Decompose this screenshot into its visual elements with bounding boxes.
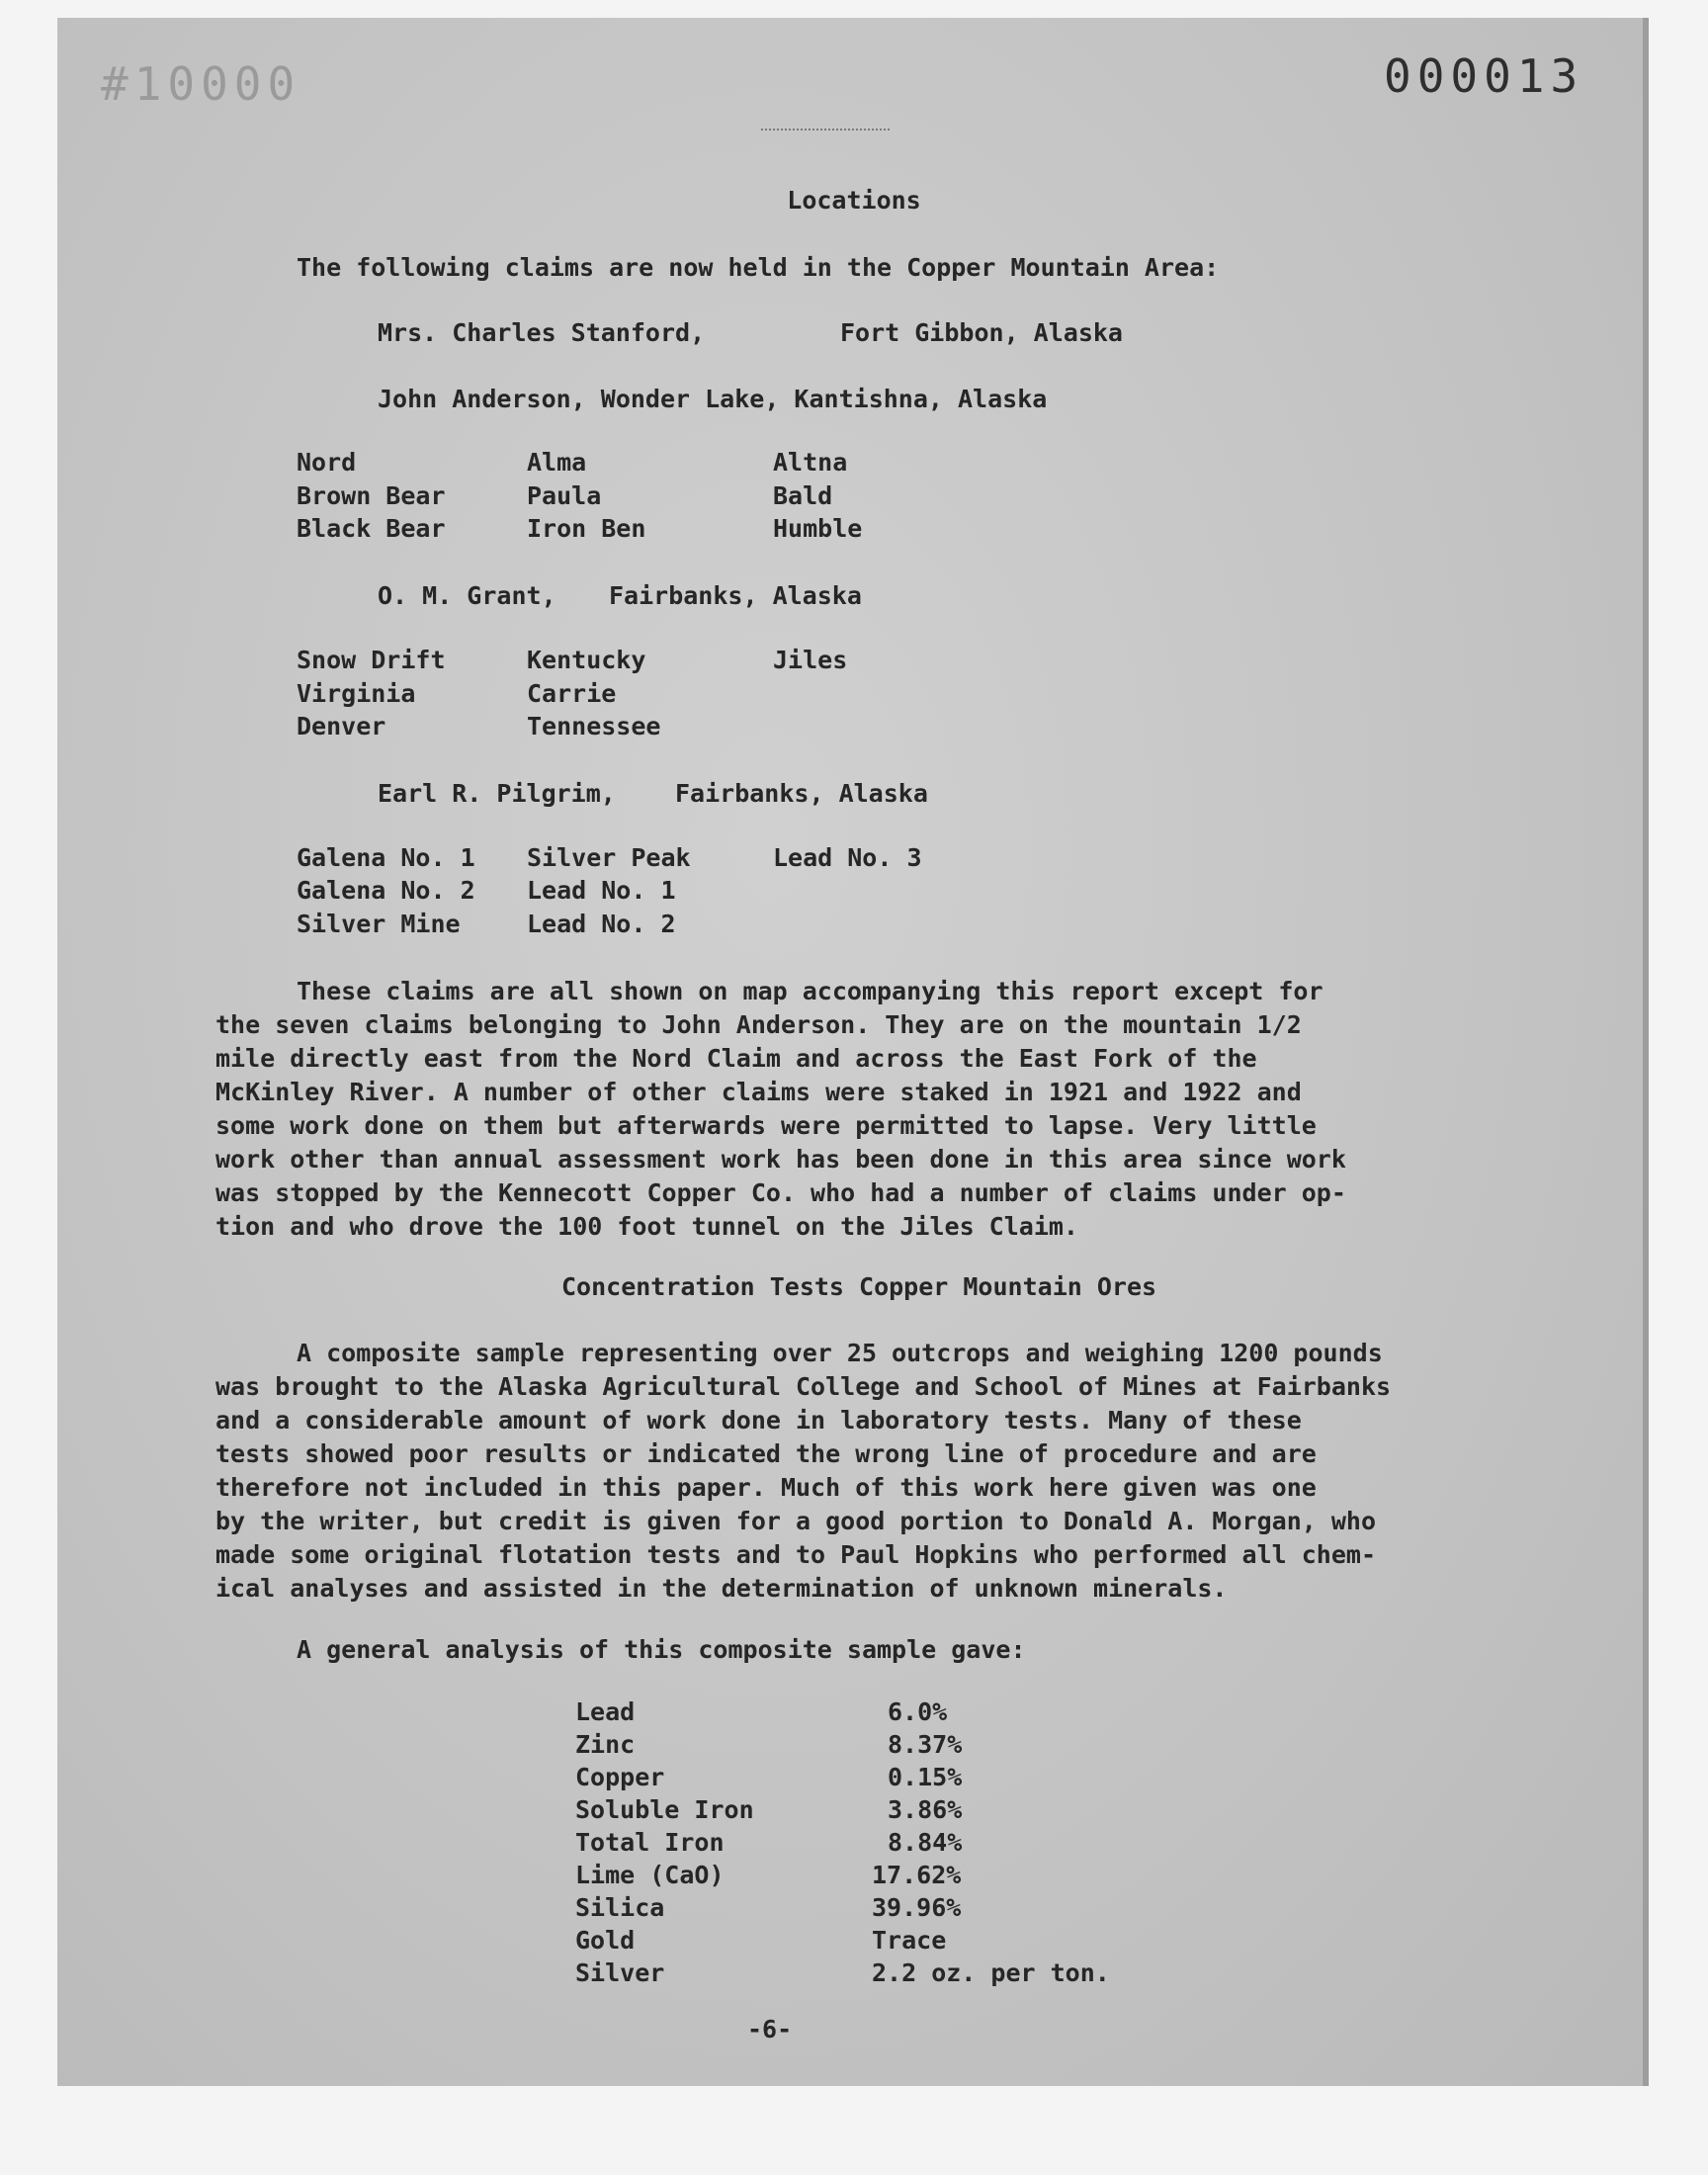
claim-cell: Black Bear bbox=[297, 514, 446, 543]
claim-cell: Silver Peak bbox=[527, 843, 691, 872]
claim-cell: Kentucky bbox=[527, 646, 646, 674]
claim-cell: Alma bbox=[527, 448, 587, 477]
claim-cell: Humble bbox=[773, 514, 863, 543]
claim-cell: Altna bbox=[773, 448, 848, 477]
claim-cell: Nord bbox=[297, 448, 357, 477]
paragraph-line: was stopped by the Kennecott Copper Co. who had a number of claims under op- bbox=[215, 1178, 1346, 1207]
claim-cell: Silver Mine bbox=[297, 910, 461, 938]
paragraph-line: A composite sample representing over 25 outcrops and weighing 1200 pounds bbox=[297, 1339, 1383, 1367]
analysis-item: Lime (CaO) bbox=[575, 1861, 725, 1889]
claim-cell: Iron Ben bbox=[527, 514, 646, 543]
analysis-item: Soluble Iron bbox=[575, 1795, 754, 1824]
analysis-intro: A general analysis of this composite sample gave: bbox=[297, 1635, 1026, 1664]
paragraph-line: work other than annual assessment work has been done in this area since work bbox=[215, 1145, 1346, 1174]
paragraph-line: the seven claims belonging to John Anderson. They are on the mountain 1/2 bbox=[215, 1010, 1302, 1039]
paragraph-line: some work done on them but afterwards were permitted to lapse. Very little bbox=[215, 1111, 1317, 1140]
analysis-value: 6.0% bbox=[888, 1697, 948, 1726]
heading-locations: Locations bbox=[787, 186, 921, 215]
analysis-value: 8.84% bbox=[888, 1828, 963, 1857]
claim-cell: Lead No. 3 bbox=[773, 843, 922, 872]
holder-location: Fairbanks, Alaska bbox=[609, 581, 862, 610]
analysis-value: 39.96% bbox=[872, 1893, 962, 1922]
claim-cell: Bald bbox=[773, 481, 833, 510]
analysis-value: 2.2 oz. per ton. bbox=[872, 1958, 1110, 1987]
paragraph-line: by the writer, but credit is given for a good portion to Donald A. Morgan, who bbox=[215, 1507, 1376, 1535]
paragraph-line: mile directly east from the Nord Claim and across the East Fork of the bbox=[215, 1044, 1257, 1073]
claim-cell: Snow Drift bbox=[297, 646, 446, 674]
claim-cell: Denver bbox=[297, 712, 386, 740]
analysis-value: Trace bbox=[872, 1926, 947, 1955]
paragraph-line: made some original flotation tests and to Paul Hopkins who performed all chem- bbox=[215, 1540, 1376, 1569]
claim-cell: Brown Bear bbox=[297, 481, 446, 510]
paragraph-line: therefore not included in this paper. Much of this work here given was one bbox=[215, 1473, 1317, 1502]
claim-cell: Lead No. 1 bbox=[527, 876, 676, 905]
analysis-item: Lead bbox=[575, 1697, 636, 1726]
paragraph-line: was brought to the Alaska Agricultural College and School of Mines at Fairbanks bbox=[215, 1372, 1392, 1401]
analysis-value: 8.37% bbox=[888, 1730, 963, 1759]
claim-cell: Virginia bbox=[297, 679, 416, 708]
analysis-item: Silver bbox=[575, 1958, 665, 1987]
heading-concentration-tests: Concentration Tests Copper Mountain Ores bbox=[561, 1272, 1157, 1301]
page-number: -6- bbox=[747, 2015, 793, 2044]
analysis-item: Total Iron bbox=[575, 1828, 725, 1857]
claim-cell: Tennessee bbox=[527, 712, 661, 740]
holder-name: Mrs. Charles Stanford, bbox=[378, 318, 706, 347]
holder-name: John Anderson, Wonder Lake, Kantishna, Alaska bbox=[378, 385, 1048, 413]
analysis-item: Copper bbox=[575, 1763, 665, 1791]
holder-name: Earl R. Pilgrim, bbox=[378, 779, 616, 808]
analysis-value: 0.15% bbox=[888, 1763, 963, 1791]
claim-cell: Galena No. 1 bbox=[297, 843, 475, 872]
claim-cell: Galena No. 2 bbox=[297, 876, 475, 905]
claim-cell: Jiles bbox=[773, 646, 848, 674]
holder-location: Fort Gibbon, Alaska bbox=[840, 318, 1123, 347]
analysis-item: Zinc bbox=[575, 1730, 636, 1759]
paragraph-line: tion and who drove the 100 foot tunnel on the Jiles Claim. bbox=[215, 1212, 1078, 1241]
claim-cell: Paula bbox=[527, 481, 602, 510]
intro-line: The following claims are now held in the Copper Mountain Area: bbox=[297, 253, 1220, 282]
claim-cell: Carrie bbox=[527, 679, 617, 708]
holder-location: Fairbanks, Alaska bbox=[675, 779, 928, 808]
paragraph-line: McKinley River. A number of other claims were staked in 1921 and 1922 and bbox=[215, 1078, 1302, 1106]
analysis-item: Gold bbox=[575, 1926, 636, 1955]
stamp-number-right: 000013 bbox=[1384, 49, 1584, 103]
top-mark bbox=[761, 129, 890, 130]
paragraph-line: and a considerable amount of work done in laboratory tests. Many of these bbox=[215, 1406, 1302, 1435]
paragraph-line: tests showed poor results or indicated the wrong line of procedure and are bbox=[215, 1439, 1317, 1468]
analysis-value: 3.86% bbox=[888, 1795, 963, 1824]
analysis-item: Silica bbox=[575, 1893, 665, 1922]
paragraph-line: These claims are all shown on map accompanying this report except for bbox=[297, 977, 1324, 1005]
stamp-number-left: #10000 bbox=[101, 57, 301, 111]
claim-cell: Lead No. 2 bbox=[527, 910, 676, 938]
holder-name: O. M. Grant, bbox=[378, 581, 556, 610]
paragraph-line: ical analyses and assisted in the determination of unknown minerals. bbox=[215, 1574, 1228, 1603]
analysis-value: 17.62% bbox=[872, 1861, 962, 1889]
